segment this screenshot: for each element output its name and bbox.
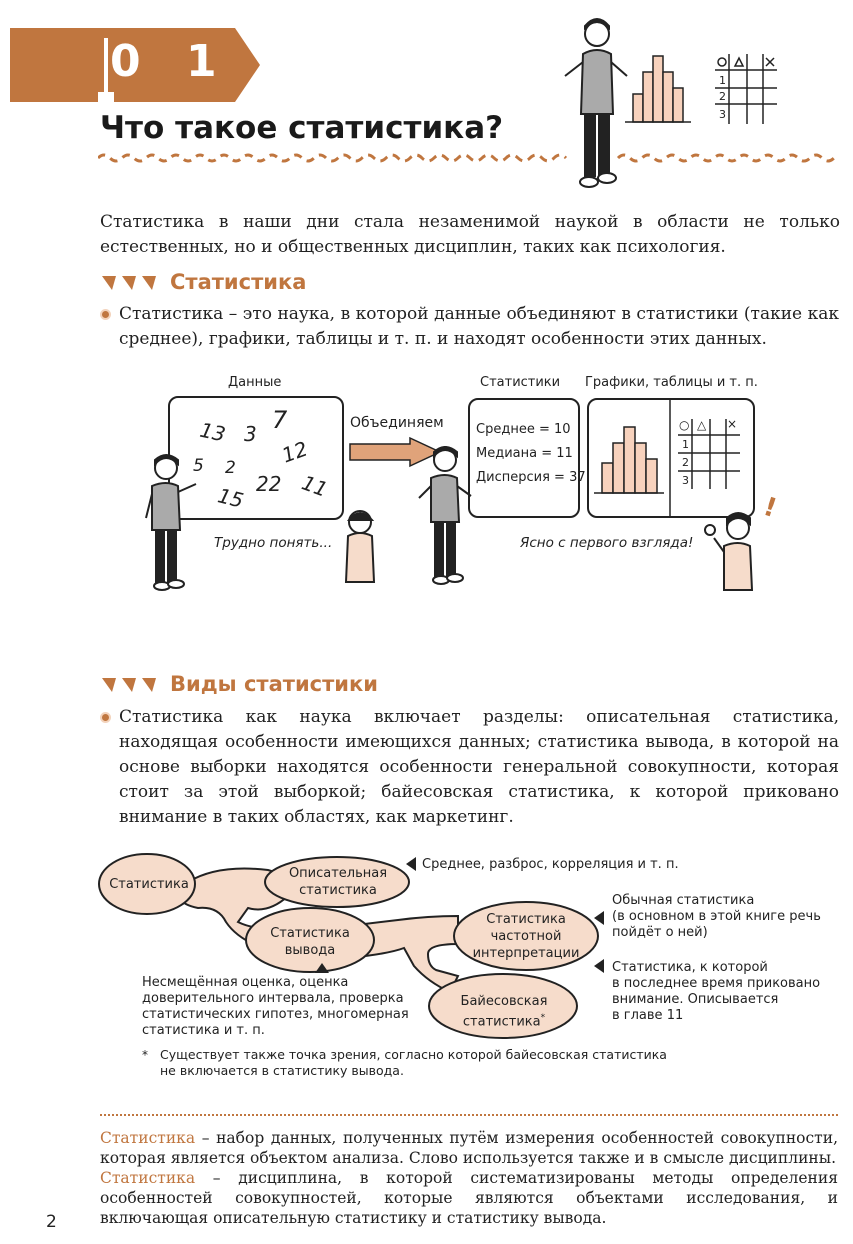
glossary-entry [100,1128,838,1168]
fig1-number: 15 [215,483,246,513]
fig2-root-label: Статистика [109,877,189,892]
fig1-people-left [138,450,388,596]
pointer-triangle-icon [314,962,330,974]
fig1-table-row-label: 3 [682,474,689,487]
fig1-stat-variance: Дисперсия = 37 [476,470,586,485]
fig1-arrow-label: Объединяем [350,415,444,431]
fig1-table-header-cell: ○ [679,418,690,432]
person-figure [565,19,627,187]
fig1-number: 22 [256,472,282,496]
glossary-definition: – дисциплина, в которой систематизированы методы определения особенностей совокупностей, которые являются объектами исследования, и включающая описательную статистику и статистику вывода. [100,1169,838,1227]
fig1-table-row-label: 2 [682,456,689,469]
student-figure-left [346,511,374,582]
svg-text:3: 3 [719,108,726,121]
glossary-divider [100,1114,838,1116]
student-figure-right [705,513,752,590]
glossary-entry [100,1168,838,1228]
section1-arrows-icon [100,272,162,294]
glossary-term: Статистика [100,1169,196,1187]
section1-bullet-icon [100,309,111,320]
fig2-footnote: Существует также точка зрения, согласно которой байесовская статистика не включается в статистику вывода. [160,1047,667,1078]
pointer-triangle-icon [404,856,418,872]
fig1-graphs-label: Графики, таблицы и т. п. [585,375,758,390]
intro-paragraph: Статистика в наши дни стала незаменимой наукой в области не только естественных, но и общественных дисциплин, таких как психология. [100,212,840,257]
fig1-number: 7 [272,406,288,434]
fig1-number: 11 [298,470,331,502]
fig2-note-descriptive: Среднее, разброс, корреляция и т. п. [422,857,679,872]
fig2-descriptive-label: Описательная статистика [288,866,388,898]
header-illustration [555,14,785,194]
fig2-note-inferential: Несмещённая оценка, оценка доверительного интервала, проверка статистических гипотез, многомерная статистика и т. п. [142,975,409,1038]
fig1-stats-label: Статистики [480,375,561,390]
fig1-table-row-label: 1 [682,438,689,451]
presenter-figure [419,447,471,584]
fig1-exclamation: ! [759,491,781,525]
fig1-number: 3 [244,422,257,446]
section1-heading: Статистика [170,270,307,294]
section2-heading: Виды статистики [170,672,378,696]
fig1-caption-right: Ясно с первого взгляда! [520,535,694,551]
fig1-number: 5 [193,456,204,476]
chapter-digit-0: 0 [110,36,141,87]
chapter-digit-1: 1 [186,36,217,87]
header-histogram [625,56,691,122]
pointer-triangle-icon [592,910,606,926]
fig1-stat-median: Медиана = 11 [476,446,573,461]
header-table-icon [715,54,777,124]
section2-bullet-text: Статистика как наука включает разделы: описательная статистика, находящая особенности имеющихся данных; статистика вывода, в которой на основе выборки находятся особенности генеральной совокупности, которая стоит за этой выборкой; байесовская статистика, к которой приковано внимание в таких областях, как маркетинг. [119,707,839,827]
chapter-badge [10,28,260,102]
section1-bullet-text: Статистика – это наука, в которой данные объединяют в статистики (такие как среднее), графики, таблицы и т. п. и находят особенности этих данных. [119,304,839,349]
fig1-number: 12 [278,436,311,468]
glossary-definition: – набор данных, полученных путём измерения особенностей совокупности, которая является объектом анализа. Слово используется также и в смысле дисциплины. [100,1129,838,1167]
fig2-note-frequentist: Обычная статистика (в основном в этой книге речь пойдёт о ней) [612,893,821,940]
glossary-term: Статистика [100,1129,196,1147]
svg-text:1: 1 [719,74,726,87]
page-title: Что такое статистика? [100,110,504,146]
fig2-inferential-label: Статистика вывода [270,926,350,958]
fig1-stat-mean: Среднее = 10 [476,422,571,437]
section2-bullet-icon [100,712,111,723]
fig1-caption-left: Трудно понять... [214,535,333,551]
fig2-bayesian-label: Байесовская статистика* [460,994,548,1030]
page-number: 2 [46,1212,57,1232]
fig1-people-middle [415,446,475,592]
fig1-number: 13 [197,417,228,447]
fig1-number: 2 [225,458,236,478]
fig2-note-bayesian: Статистика, к которой в последнее время приковано внимание. Описывается в главе 11 [612,960,821,1023]
fig1-table-header-cell: △ [697,418,707,432]
teacher-figure [146,455,196,590]
pointer-triangle-icon [592,958,606,974]
svg-text:2: 2 [719,90,726,103]
fig1-histogram [594,427,664,493]
fig1-data-label: Данные [228,375,282,390]
section2-arrows-icon [100,674,162,696]
fig2-frequentist-label: Статистика частотной интерпретации [472,912,580,961]
fig2-footnote-mark: * [142,1048,148,1062]
fig1-table-header-cell: × [727,417,738,431]
